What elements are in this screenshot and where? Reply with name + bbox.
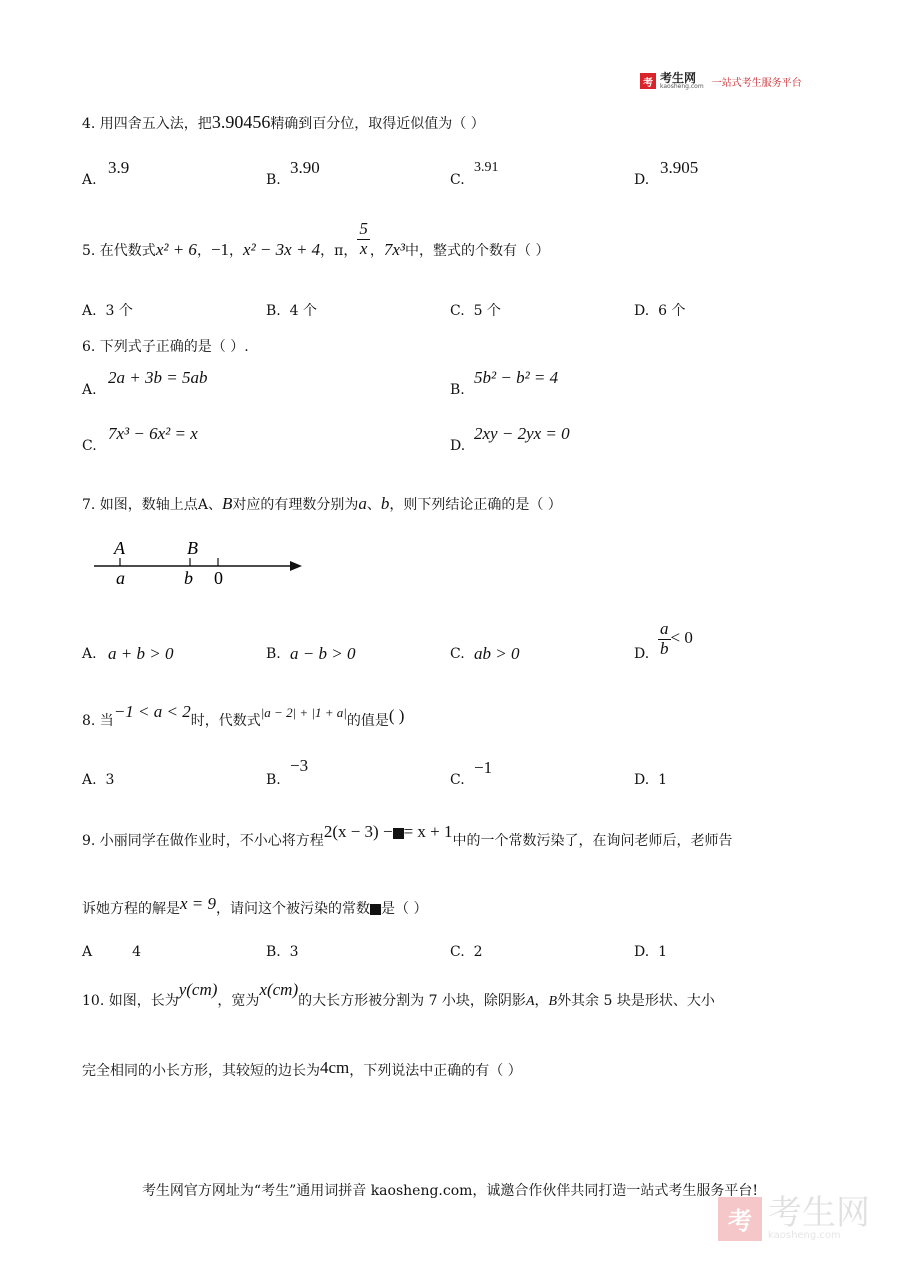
q10-side: 4cm [320, 1058, 350, 1077]
label-B: B [187, 538, 198, 558]
watermark-mark-icon: 考 [718, 1197, 762, 1241]
ink-blot-icon [370, 904, 381, 915]
q7-stem: 7. 如图，数轴上点A、B对应的有理数分别为a、b，则下列结论正确的是（ ） [82, 494, 562, 513]
q7-option-a: A. [82, 646, 97, 662]
logo-name: 考生网 [660, 71, 697, 85]
number-line-arrow-icon [290, 561, 302, 571]
logo-text [660, 72, 704, 90]
watermark-domain: kaosheng.com [768, 1230, 841, 1241]
q6-option-b: B. [450, 382, 465, 398]
logo-domain: kaosheng.com [660, 83, 704, 90]
q5-expr-2: −1 [210, 240, 230, 259]
q4-option-c: C. [450, 172, 465, 188]
q6-option-c: C. [82, 438, 97, 454]
q6-option-b-value: 5b² − b² = 4 [474, 368, 559, 387]
q6-option-a-value: 2a + 3b = 5ab [108, 368, 208, 387]
q7-option-a-value: a + b > 0 [108, 644, 174, 663]
q10-stem: 10. 如图，长为y(cm)，宽为x(cm)的大长方形被分割为 7 小块，除阴影A，B外其余 5 块是形状、大小 [82, 980, 715, 1009]
label-b: b [184, 568, 193, 588]
watermark-logo [718, 1193, 870, 1241]
q8-option-b-value: −3 [290, 756, 309, 775]
q6-stem: 6. 下列式子正确的是（ ）. [82, 339, 249, 355]
q4-stem [82, 112, 485, 133]
q7-option-c-value: ab > 0 [474, 644, 520, 663]
q10-length: y(cm) [178, 980, 218, 999]
label-A: A [114, 538, 125, 558]
q9-option-a: A 4 [82, 944, 142, 960]
q9-option-c: C. 2 [450, 944, 483, 960]
q7-option-b-value: a − b > 0 [290, 644, 356, 663]
q7-option-d-value: $\frac{a}{b}$ < 0 [660, 619, 693, 658]
q8-stem: 8. 当−1 < a < 2时，代数式|a − 2| + |1 + a|的值是( ) [82, 702, 405, 729]
q5-fraction: $\frac{5}{x}$ [359, 218, 368, 258]
q6-option-a: A. [82, 382, 97, 398]
q5-option-d: D. 6 个 [634, 303, 686, 319]
q10-stem-line2: 完全相同的小长方形，其较短的边长为4cm，下列说法中正确的有（ ） [82, 1058, 522, 1079]
footer-notice: 考生网官方网址为“考生”通用词拼音 kaosheng.com，诚邀合作伙伴共同打造一站式考生服务平台! [141, 1183, 759, 1199]
q4-option-d: D. [634, 172, 650, 188]
q5-option-a: A. 3 个 [82, 303, 133, 319]
q6-option-c-value: 7x³ − 6x² = x [108, 424, 198, 443]
q4-stem-a: 4. 用四舍五入法，把 [82, 116, 212, 132]
q8-condition: −1 < a < 2 [113, 702, 191, 721]
q4-option-d-value: 3.905 [660, 158, 699, 177]
q8-option-c-value: −1 [474, 758, 493, 777]
label-0: 0 [214, 568, 223, 588]
label-a: a [116, 568, 125, 588]
q6-option-d: D. [450, 438, 466, 454]
header-logo [640, 72, 802, 90]
q8-expression: |a − 2| + |1 + a| [260, 705, 347, 720]
q4-option-a-value: 3.9 [108, 158, 130, 177]
q4-option-c-value: 3.91 [474, 160, 499, 175]
q4-option-b-value: 3.90 [290, 158, 320, 177]
q10-width: x(cm) [259, 980, 299, 999]
q5-expr-3: x² − 3x + 4 [243, 240, 321, 259]
q8-option-b: B. [266, 772, 281, 788]
q4-number: 3.90456 [211, 112, 271, 132]
q6-option-d-value: 2xy − 2yx = 0 [474, 424, 570, 443]
q8-option-a: A. 3 [82, 772, 115, 788]
watermark-name: 考生网 [768, 1193, 870, 1233]
q8-option-c: C. [450, 772, 465, 788]
q9-option-b: B. 3 [266, 944, 299, 960]
q5-expr-1: x² + 6 [155, 240, 197, 259]
q5-expr-5: 7x³ [383, 240, 406, 259]
q4-option-a: A. [82, 172, 97, 188]
logo-mark-icon: 考 [640, 73, 656, 89]
q9-equation: 2(x − 3) − = x + 1 [323, 822, 453, 841]
watermark-text [768, 1193, 870, 1241]
q9-stem: 9. 小丽同学在做作业时，不小心将方程2(x − 3) − = x + 1中的一个常数污染了，在询问老师后，老师告 [82, 822, 733, 849]
q7-d-fraction: $\frac{a}{b}$ [660, 619, 669, 658]
q7-number-line [90, 536, 310, 592]
q9-solution: x = 9 [180, 894, 217, 913]
q9-option-d: D. 1 [634, 944, 668, 960]
q7-option-c: C. [450, 646, 465, 662]
q7-option-b: B. [266, 646, 281, 662]
q4-option-b: B. [266, 172, 281, 188]
q5-option-b: B. 4 个 [266, 303, 318, 319]
q5-option-c: C. 5 个 [450, 303, 501, 319]
q7-option-d: D. [634, 646, 650, 662]
ink-blot-icon [393, 828, 404, 839]
header-slogan: 一站式考生服务平台 [711, 77, 802, 89]
q9-stem-line2: 诉她方程的解是x = 9，请问这个被污染的常数 是（ ） [82, 894, 428, 917]
q8-option-d: D. 1 [634, 772, 668, 788]
q4-stem-b: 精确到百分位，取得近似值为（ ） [270, 116, 485, 132]
q5-stem: 5. 在代数式x² + 6，−1，x² − 3x + 4，π， $\frac{5}{x}$ ，7x³中，整式的个数有（ ） [82, 218, 550, 259]
